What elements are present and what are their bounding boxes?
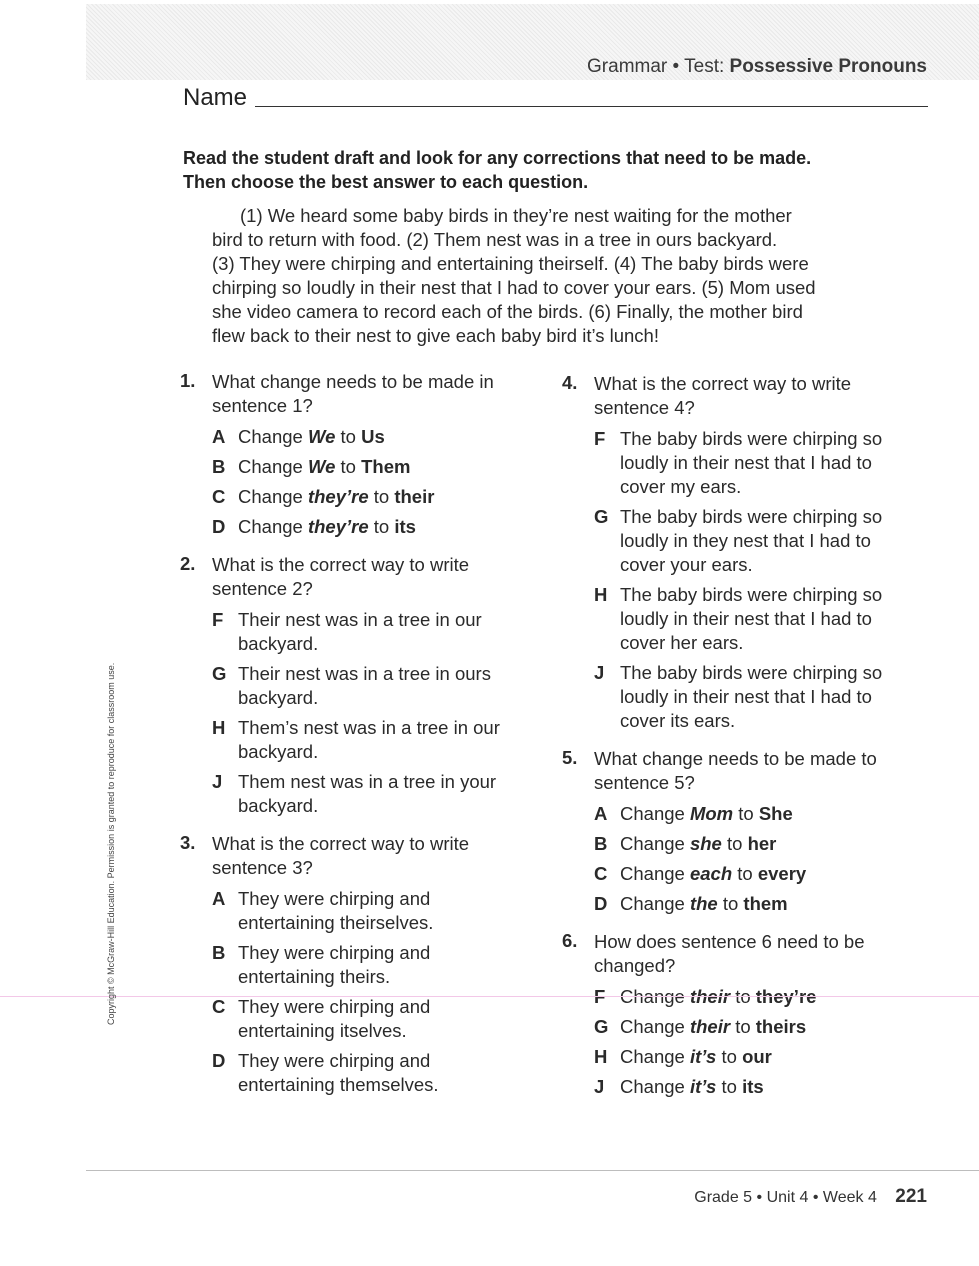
answer-option-g[interactable] [594, 1015, 902, 1039]
option-text: The baby birds were chirping so loudly in their nest that I had to cover its ears. [620, 662, 883, 731]
question-number: 3. [180, 832, 196, 853]
option-text: The baby birds were chirping so loudly in they nest that I had to cover your ears. [620, 506, 883, 575]
option-text: Them nest was in a tree in your backyard. [238, 771, 497, 816]
option-letter: G [594, 1016, 609, 1037]
header-topic: Possessive Pronouns [729, 56, 927, 77]
instructions: Read the student draft and look for any corrections that need to be made. Then choose the best answer to each question. [183, 148, 812, 192]
option-target-word: every [757, 863, 807, 884]
option-target-word: her [747, 833, 777, 854]
option-prefix: Change [620, 863, 685, 884]
question-6 [562, 930, 902, 1099]
option-from-word: it’s [689, 1046, 717, 1067]
answer-option-c[interactable] [212, 485, 520, 509]
option-prefix: Change [620, 1076, 685, 1097]
question-text: What is the correct way to write sentence 2? [212, 554, 470, 599]
footer-separator: • [756, 1189, 763, 1206]
option-text: Their nest was in a tree in ours backyard. [238, 663, 491, 708]
question-text: What is the correct way to write sentence 4? [594, 373, 852, 418]
option-letter: A [212, 426, 226, 447]
answer-option-f[interactable] [594, 427, 902, 499]
question-5 [562, 747, 902, 916]
option-to-word: to [726, 833, 743, 854]
question-text: What is the correct way to write sentence 3? [212, 833, 470, 878]
answer-option-c[interactable] [212, 995, 520, 1043]
answer-option-f[interactable] [212, 608, 520, 656]
header-separator: • [672, 56, 680, 77]
answer-option-d[interactable] [212, 1049, 520, 1097]
option-prefix: Change [238, 486, 303, 507]
option-prefix: Change [620, 803, 685, 824]
option-target-word: Them [361, 456, 411, 477]
option-letter: J [212, 771, 223, 792]
option-text: The baby birds were chirping so loudly in their nest that I had to cover her ears. [620, 584, 883, 653]
option-letter: C [594, 863, 608, 884]
student-draft-passage [212, 204, 872, 348]
option-prefix: Change [238, 516, 303, 537]
option-letter: G [594, 506, 609, 527]
option-letter: J [594, 1076, 605, 1097]
header-subject: Grammar [587, 56, 668, 77]
option-to-word: to [737, 863, 753, 884]
option-letter: F [212, 609, 224, 630]
option-to-word: to [735, 986, 751, 1007]
option-letter: C [212, 996, 226, 1017]
option-text: Them’s nest was in a tree in our backyard. [238, 717, 500, 762]
option-prefix: Change [620, 986, 685, 1007]
passage-line: (3) They were chirping and entertaining theirself. (4) The baby birds were [212, 253, 809, 274]
option-text [620, 985, 902, 1009]
option-prefix: Change [620, 833, 685, 854]
page-footer [694, 1186, 927, 1208]
option-letter: G [212, 663, 227, 684]
footer-week: Week 4 [822, 1189, 877, 1206]
question-text: What change needs to be made in sentence 1? [212, 371, 494, 416]
option-prefix: Change [620, 1016, 685, 1037]
option-from-word: they’re [307, 516, 369, 537]
question-4 [562, 372, 902, 733]
question-number: 6. [562, 930, 578, 951]
option-target-word: they’re [755, 986, 817, 1007]
question-number: 2. [180, 553, 196, 574]
option-target-word: them [743, 893, 788, 914]
passage-line: chirping so loudly in their nest that I had to cover your ears. (5) Mom used [212, 277, 816, 298]
option-text [620, 862, 902, 886]
option-text: They were chirping and entertaining itselves. [238, 996, 431, 1041]
question-text: What change needs to be made to sentence 5? [594, 748, 877, 793]
option-from-word: their [689, 1016, 731, 1037]
option-letter: A [594, 803, 608, 824]
page-number: 221 [895, 1186, 927, 1207]
answer-option-j[interactable] [594, 1075, 902, 1099]
option-from-word: their [689, 986, 731, 1007]
passage-line: flew back to their nest to give each baby bird it’s lunch! [212, 325, 659, 346]
answer-option-d[interactable] [594, 892, 902, 916]
copyright-notice: Copyright © McGraw-Hill Education. Permission is granted to reproduce for classroom use. [106, 662, 116, 1025]
answer-option-j[interactable] [594, 661, 902, 733]
answer-options [594, 427, 902, 733]
name-row [183, 84, 928, 112]
answer-options [594, 802, 902, 916]
answer-option-a[interactable] [212, 887, 520, 935]
option-letter: B [212, 942, 226, 963]
answer-option-h[interactable] [212, 716, 520, 764]
option-to-word: to [373, 486, 390, 507]
answer-option-b[interactable] [594, 832, 902, 856]
option-letter: B [212, 456, 226, 477]
option-to-word: to [721, 1046, 737, 1067]
answer-option-c[interactable] [594, 862, 902, 886]
answer-option-b[interactable] [212, 455, 520, 479]
option-prefix: Change [620, 893, 685, 914]
option-to-word: to [738, 803, 754, 824]
answer-options [212, 887, 520, 1097]
option-text [238, 515, 520, 539]
option-target-word: its [742, 1076, 764, 1097]
answer-options [594, 985, 902, 1099]
answer-option-g[interactable] [212, 662, 520, 710]
option-text: They were chirping and entertaining themselves. [238, 1050, 439, 1095]
option-text [238, 485, 520, 509]
option-to-word: to [340, 456, 356, 477]
option-target-word: our [742, 1046, 772, 1067]
option-letter: F [594, 986, 606, 1007]
question-3 [180, 832, 520, 1097]
option-letter: H [594, 584, 608, 605]
option-letter: D [594, 893, 608, 914]
option-prefix: Change [238, 456, 303, 477]
option-text: They were chirping and entertaining theirs. [238, 942, 431, 987]
answer-option-j[interactable] [212, 770, 520, 818]
option-to-word: to [721, 1076, 737, 1097]
answer-options [212, 608, 520, 818]
option-letter: D [212, 1050, 226, 1071]
option-text [620, 1015, 902, 1039]
option-target-word: theirs [755, 1016, 807, 1037]
answer-option-h[interactable] [594, 1045, 902, 1069]
option-from-word: We [307, 456, 336, 477]
page-header-title [587, 56, 927, 78]
option-from-word: the [689, 893, 718, 914]
option-letter: C [212, 486, 226, 507]
option-from-word: each [689, 863, 733, 884]
option-text [620, 892, 902, 916]
option-text [620, 1045, 902, 1069]
option-target-word: Us [361, 426, 385, 447]
option-letter: D [212, 516, 226, 537]
name-input-line[interactable] [255, 106, 928, 107]
option-letter: F [594, 428, 606, 449]
answer-option-h[interactable] [594, 583, 902, 655]
question-number: 4. [562, 372, 578, 393]
option-prefix: Change [620, 1046, 685, 1067]
option-to-word: to [722, 893, 739, 914]
passage-line: she video camera to record each of the birds. (6) Finally, the mother bird [212, 301, 803, 322]
option-letter: B [594, 833, 608, 854]
questions-left-column [180, 370, 520, 1111]
option-letter: J [594, 662, 605, 683]
passage-line: bird to return with food. (2) Them nest was in a tree in ours backyard. [212, 229, 778, 250]
option-text [620, 1075, 902, 1099]
question-text: How does sentence 6 need to be changed? [594, 931, 865, 976]
answer-option-f[interactable] [594, 985, 902, 1009]
scan-artifact-line [0, 996, 979, 997]
option-from-word: she [689, 833, 722, 854]
passage-line: (1) We heard some baby birds in they’re nest waiting for the mother [240, 205, 792, 226]
option-text [238, 425, 520, 449]
option-from-word: Mom [689, 803, 734, 824]
answer-option-a[interactable] [594, 802, 902, 826]
footer-divider [86, 1170, 979, 1171]
footer-unit: Unit 4 [766, 1189, 809, 1206]
option-text [238, 455, 520, 479]
option-text: Their nest was in a tree in our backyard. [238, 609, 482, 654]
question-2 [180, 553, 520, 818]
question-number: 1. [180, 370, 196, 391]
option-to-word: to [735, 1016, 751, 1037]
name-label: Name [183, 84, 248, 111]
header-test-label: Test: [684, 56, 725, 77]
option-text [620, 802, 902, 826]
option-prefix: Change [238, 426, 303, 447]
option-from-word: We [307, 426, 336, 447]
option-from-word: it’s [689, 1076, 717, 1097]
answer-option-b[interactable] [212, 941, 520, 989]
footer-separator: • [812, 1189, 819, 1206]
question-1 [180, 370, 520, 539]
answer-option-g[interactable] [594, 505, 902, 577]
option-from-word: they’re [307, 486, 369, 507]
option-text: They were chirping and entertaining theirselves. [238, 888, 434, 933]
answer-options [212, 425, 520, 539]
option-target-word: their [394, 486, 435, 507]
answer-option-d[interactable] [212, 515, 520, 539]
option-letter: H [594, 1046, 608, 1067]
option-to-word: to [340, 426, 356, 447]
answer-option-a[interactable] [212, 425, 520, 449]
footer-grade: Grade 5 [694, 1189, 753, 1206]
question-number: 5. [562, 747, 578, 768]
option-letter: A [212, 888, 226, 909]
option-to-word: to [373, 516, 390, 537]
option-target-word: She [758, 803, 793, 824]
option-target-word: its [394, 516, 416, 537]
option-text [620, 832, 902, 856]
option-text: The baby birds were chirping so loudly in their nest that I had to cover my ears. [620, 428, 883, 497]
option-letter: H [212, 717, 226, 738]
questions-right-column [562, 372, 902, 1113]
